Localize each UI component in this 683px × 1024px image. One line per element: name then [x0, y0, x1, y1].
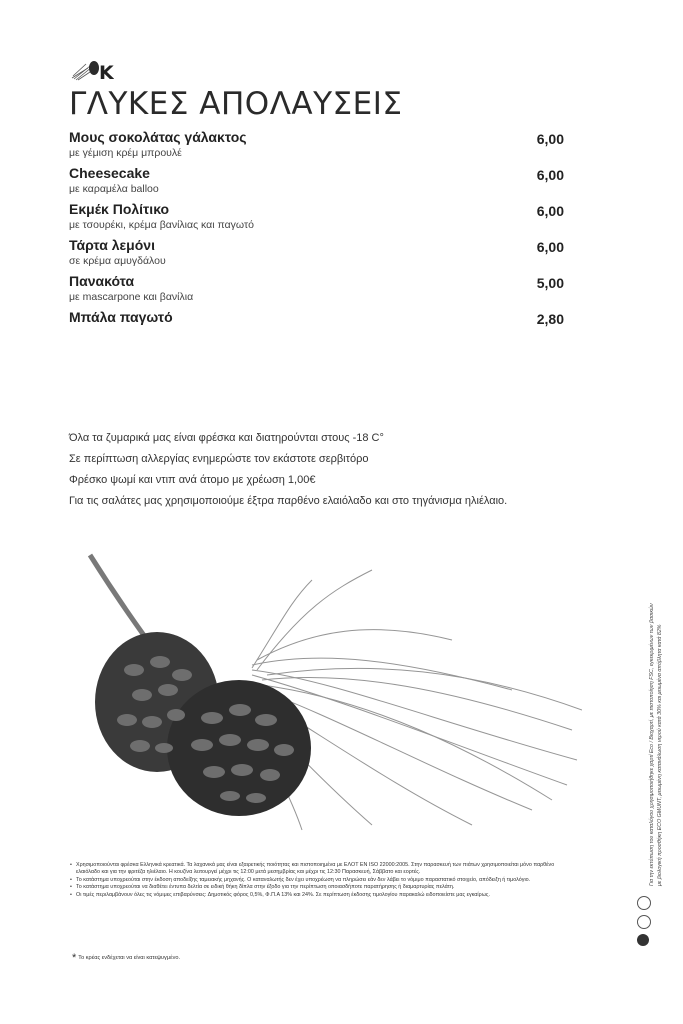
menu-item-price: 6,00: [536, 239, 564, 255]
menu-item-description: με γέμιση κρέμ μπρουλέ: [69, 147, 182, 159]
menu-item-description: σε κρέμα αμυγδάλου: [69, 255, 166, 267]
menu-item-description: με mascarpone και βανίλια: [69, 291, 194, 303]
pine-cones-image-icon: [72, 550, 582, 835]
pine-cone-photo: [72, 550, 582, 835]
menu-item-price: 5,00: [536, 275, 564, 291]
fine-print-item: • Οι τιμές περιλαμβάνουν όλες τις νόμιμες επιβαρύνσεις: Δημοτικός φόρος 0,5%, Φ.Π.Α 13% και 24%. Σε περίπτωση έκδοσης τιμολογίου παρακαλώ ειδοποιείστε μας εγκαίρως.: [70, 892, 576, 899]
fsc-tree-icon: [637, 896, 651, 910]
footnote-text: Το κρέας ενδέχεται να είναι κατεψυγμένο.: [78, 955, 181, 961]
pine-cone-logo-icon: [70, 58, 114, 82]
menu-item-price: 6,00: [536, 167, 564, 183]
note-frozen-pasta: Όλα τα ζυμαρικά μας είναι φρέσκα και διατηρούνται στους -18 C°: [69, 432, 384, 444]
eco-print-line: Για την εκτύπωση του καταλόγου χρησιμοποιήθηκε χαρτί Eco / Βιοχαρτί, με πιστοποίηση FSC, εγκεκριμένων των βασικών: [649, 603, 655, 886]
fine-print-item: • Το κατάστημα υποχρεούται στην έκδοση αποδείξης ταμειακής μηχανής. Ο καταναλωτής δεν έχει υποχρέωση να πληρώσει εάν δεν λάβει το νόμιμο παραστατικό στοιχείο, απόδειξη ή τιμολόγιο.: [70, 877, 576, 884]
menu-item-name: Τάρτα λεμόνι: [69, 237, 155, 253]
dessert-menu-list: [69, 128, 564, 344]
menu-item: [69, 164, 564, 200]
menu-notes: [69, 428, 569, 512]
menu-item-name: Εκμέκ Πολίτικο: [69, 201, 170, 217]
menu-item-price: 6,00: [536, 131, 564, 147]
footnote: [72, 952, 180, 964]
menu-item: [69, 200, 564, 236]
fine-print-item: • Το κατάστημα υποχρεούται να διαθέτει έντυπα δελτία σε ειδική θήκη δίπλα στην έξοδο για την περίπτωση οποιασδήποτε παρατήρησης ή διαμαρτυρίας πελάτη.: [70, 884, 576, 891]
menu-item-name: Μπάλα παγωτό: [69, 309, 173, 325]
menu-item-name: Πανακότα: [69, 273, 135, 289]
fine-print-item: • Χρησιμοποιούνται φρέσκα Ελληνικά κρεατικά. Τα λαχανικά μας είναι εξαιρετικής ποιότητας και πιστοποιημένα με ΕΛΟΤ EN ISO 22000:2005. Στην παρασκευή των πιάτων χρησιμοποιείται μόνο παρθένο ελαιόλαδο και για την φριτέζα ηλιέλαιο. Η κουζίνα λειτουργεί μέχρι τις 12:00 μετά μεσημβρίας και μέχρι τις 12:30 Παρασκευή, Σάββατο και εορτές.: [70, 862, 576, 877]
note-bread-charge: Φρέσκο ψωμί και ντιπ ανά άτομο με χρέωση 1,00€: [69, 474, 316, 486]
menu-item-name: Cheesecake: [69, 165, 150, 181]
menu-item-price: 2,80: [536, 311, 564, 327]
menu-item: [69, 308, 564, 344]
eco-seal-icon: [637, 934, 649, 946]
menu-item: [69, 236, 564, 272]
footnote-star: *: [72, 952, 77, 964]
menu-item-price: 6,00: [536, 203, 564, 219]
eco-print-line: με βιολογική προσθήκη ECO GMUNT, μειωμένη κατανάλωση νερού κατά 30% και μειωμένα απόβλητα κατά 82%: [656, 624, 663, 886]
menu-item-name: Μους σοκολάτας γάλακτος: [69, 129, 247, 145]
recycle-icon: [637, 915, 651, 929]
section-title: ΓΛΥΚΕΣ ΑΠΟΛΑΥΣΕΙΣ: [69, 86, 403, 122]
svg-text:K: K: [99, 62, 114, 82]
menu-item-description: με καραμέλα balloo: [69, 183, 159, 195]
brand-logo: [70, 58, 114, 82]
eco-certification-icons: [637, 896, 653, 951]
eco-print-note: [649, 456, 664, 886]
note-allergy: Σε περίπτωση αλλεργίας ενημερώστε τον εκάστοτε σερβιτόρο: [69, 453, 369, 465]
menu-item: [69, 272, 564, 308]
legal-fine-print: [70, 862, 576, 899]
note-olive-oil: Για τις σαλάτες μας χρησιμοποιούμε έξτρα παρθένο ελαιόλαδο και στο τηγάνισμα ηλιέλαιο.: [69, 495, 508, 507]
menu-item: [69, 128, 564, 164]
menu-item-description: με τσουρέκι, κρέμα βανίλιας και παγωτό: [69, 219, 254, 231]
